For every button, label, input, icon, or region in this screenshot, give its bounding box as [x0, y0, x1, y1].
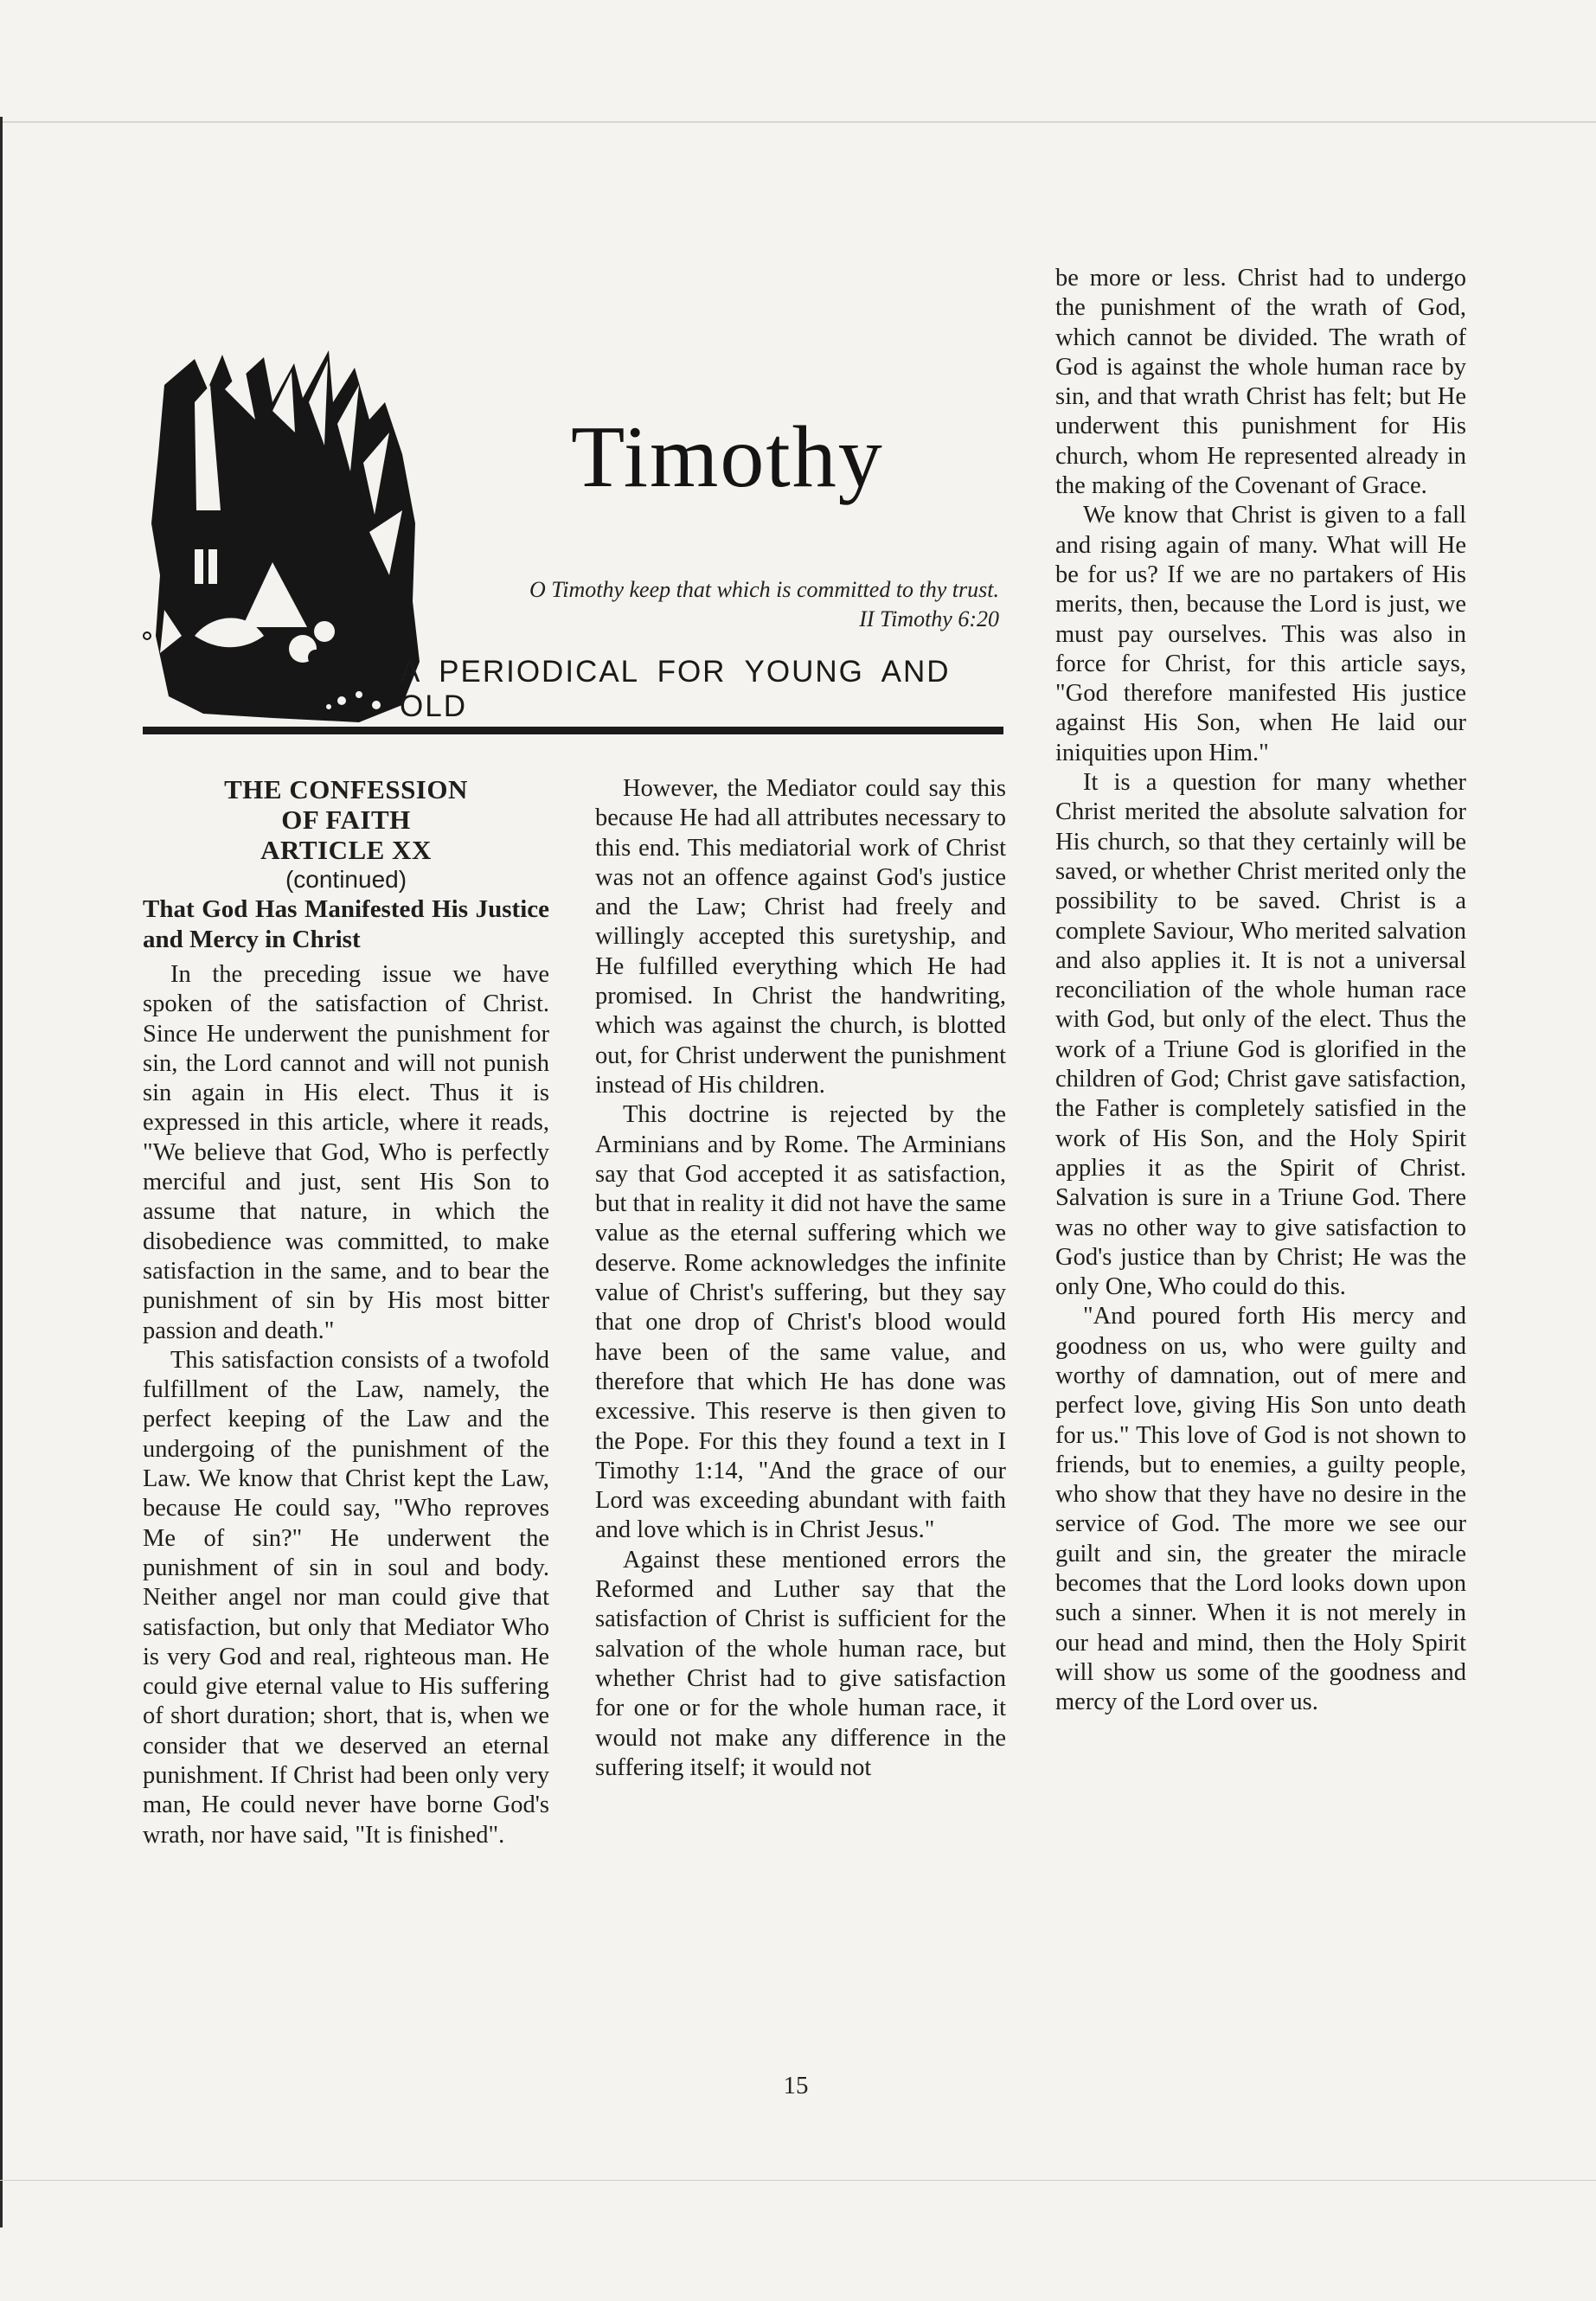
paragraph: However, the Mediator could say this because He had all attributes necessary to this end. This mediatorial work of Christ was not an offence against God's justice and the Law; Christ had freely and willingly accepted this suretyship, and He fulfilled everything which He had promised. In Christ the handwriting, which was against the church, is blotted out, for Christ underwent the punishment instead of His children. [595, 775, 1006, 1099]
article-heading-line1: THE CONFESSION [224, 774, 468, 804]
paragraph: We know that Christ is given to a fall and rising again of many. What will He be for us? If we are no partakers of His merits, then, because the Lord is just, we must pay ourselves. This was also in force for Christ, for this article says, "God therefore manifested His justice against His Son, when He laid our iniquities upon Him." [1055, 502, 1466, 766]
scan-border-bottom [0, 2180, 1596, 2181]
church-woodcut-logo [143, 350, 428, 731]
article-continued: (continued) [285, 866, 407, 893]
page-number: 15 [783, 2072, 809, 2099]
paragraph: It is a question for many whether Christ merited the absolute salvation for His church, so that they certainly will be saved, or whether Christ merited only the possibility to be saved. Christ is a complete Saviour, Who merited salvation and also applies it. It is not a universal reconciliation of the whole human race with God, but only of the elect. Thus the work of a Triune God is glorified in the children of God; Christ gave satisfaction, the Father is completely satisfied in the work of His Son, and the Holy Spirit applies it as the Spirit of Christ. Salvation is sure in a Triune God. There was no other way to give satisfaction to God's justice than by Christ; He was the only One, Who could do this. [1055, 769, 1466, 1301]
paragraph: This satisfaction consists of a twofold fulfillment of the Law, namely, the perfect keeping of the Law and the undergoing of the punishment of the Law. We know that Christ kept the Law, because He could say, "Who reproves Me of sin?" He underwent the punishment of sin in soul and body. Neither angel nor man could give that satisfaction, but only that Mediator Who is very God and real, righteous man. He could give eternal value to His suffering of short duration; short, that is, when we consider that we deserved an eternal punishment. If Christ had been only very man, He could never have borne God's wrath, nor have said, "It is finished". [143, 1346, 549, 1849]
paragraph: This doctrine is rejected by the Arminians and by Rome. The Arminians say that God accepted it as satisfaction, but that in reality it did not have the same value as the eternal suffering which we deserve. Rome acknowledges the infinite value of Christ's suffering, but they say that one drop of Christ's blood would have been of the same value, and therefore that which He has done was excessive. This reserve is then given to the Pope. For this they found a text in I Timothy 1:14, "And the grace of our Lord was exceeding abundant with faith and love which is in Christ Jesus." [595, 1101, 1006, 1544]
column-left [143, 774, 549, 1850]
paragraph: In the preceding issue we have spoken of the satisfaction of Christ. Since He underwent the punishment for sin, the Lord cannot and will not punish sin again in His elect. Thus it is expressed in this article, where it reads, "We believe that God, Who is perfectly merciful and just, sent His Son to assume that nature, in which the disobedience was committed, to make satisfaction in the same, and to bear the punishment of sin by His most bitter passion and death." [143, 961, 549, 1344]
column-middle [595, 774, 1006, 1783]
periodical-title: Timothy [571, 408, 884, 506]
paragraph-continuation: be more or less. Christ had to undergo the punishment of the wrath of God, which cannot be divided. The wrath of God is against the whole human race by sin, and that wrath Christ has felt; but He underwent this punishment for His church, whom He represented already in the making of the Covenant of Grace. [1055, 265, 1466, 500]
scan-border-top [0, 121, 1596, 123]
column-right [1055, 264, 1466, 1718]
periodical-subtitle: A PERIODICAL FOR YOUNG AND OLD [400, 655, 951, 723]
article-heading-line2: OF FAITH [281, 804, 411, 835]
motto [433, 575, 999, 634]
scan-border-left [0, 117, 3, 2227]
article-subheading: That God Has Manifested His Justice and Mercy in Christ [143, 895, 549, 953]
motto-reference: II Timothy 6:20 [859, 606, 999, 631]
paragraph: Against these mentioned errors the Reformed and Luther say that the satisfaction of Christ is sufficient for the salvation of the whole human race, but whether Christ had to give satisfaction for one or for the whole human race, it would not make any difference in the suffering itself; it would not [595, 1546, 1006, 1781]
paragraph: "And poured forth His mercy and goodness on us, who were guilty and worthy of damnation, out of mere and perfect love, giving His Son unto death for us." This love of God is not shown to friends, but to enemies, a guilty people, who show that they have no desire in the service of God. The more we see our guilt and sin, the greater the miracle becomes that the Lord looks down upon such a sinner. When it is not merely in our head and mind, then the Holy Spirit will show us some of the goodness and mercy of the Lord over us. [1055, 1303, 1466, 1716]
motto-text: O Timothy keep that which is committed to thy trust. [529, 577, 999, 602]
header-rule [143, 727, 1003, 734]
article-heading-line3: ARTICLE XX [260, 835, 432, 865]
